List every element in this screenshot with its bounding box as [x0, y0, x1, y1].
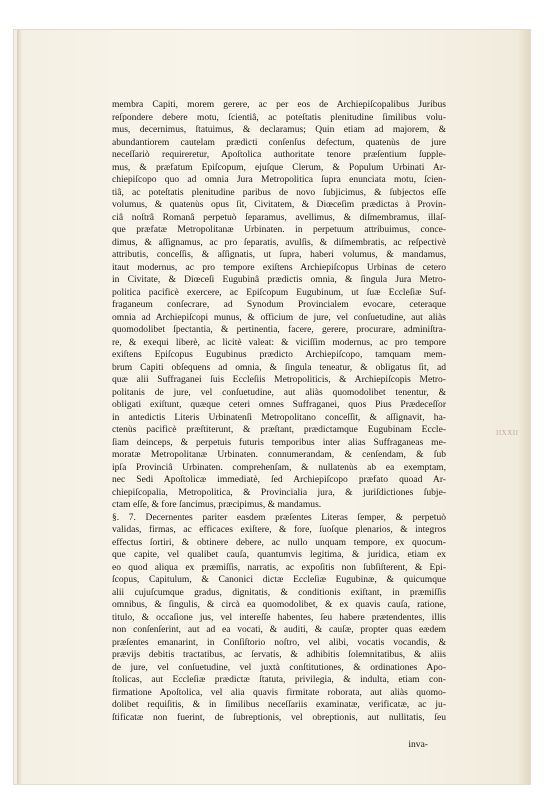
text-line: dimus, & aſſignamus, ac pro ſeparatis, avulſis, & diſmembratis, ac reſpectivè	[112, 236, 446, 248]
text-line: membra Capiti, morem gerere, ac per eos de Archiepiſcopalibus Juribus	[112, 99, 446, 110]
text-line: mus, decernimus, ſtatuimus, & declaramus; Quin etiam ad majorem, &	[112, 124, 446, 135]
text-line: ctam eſſe, & fore ſancimus, præcipimus, & mandamus.	[112, 499, 322, 510]
text-line: firmatione Apoſtolica, vel alia quavis firmitate roborata, aut aliàs quomo-	[112, 686, 446, 698]
page-crease	[17, 30, 22, 784]
text-line: in antedictis Literis Urbinatenſi Metropolitano conceſſit, & aſſignavit, ha-	[112, 411, 446, 423]
text-line: abundantiorem cautelam prædicti conſenſus defectum, quatenùs de jure	[112, 136, 446, 148]
text-line: ſtolicas, aut Eccleſiæ prædictæ ſtatuta, privilegia, & indulta, etiam con-	[112, 674, 446, 685]
text-line: ſiam deinceps, & perpetuis futuris temporibus inter alias Suffraganeas me-	[112, 436, 446, 448]
text-line: obligati exiſtunt, quæque ceteri omnes Suffraganei, quos Pius Prædeceſſor	[112, 399, 446, 410]
text-line: non conſenſerint, aut ad ea vocati, & auditi, & cauſæ, propter quas eædem	[112, 624, 446, 635]
text-line: omnia ad Archiepiſcopi munus, & officium de jure, vel conſuetudine, aut aliàs	[112, 311, 446, 323]
document-page	[14, 30, 530, 784]
text-line: chiepiſcopalia, Metropolitica, & Provincialia jura, & juriſdictiones ſubje-	[112, 486, 446, 498]
text-line: dolibet requiſitis, & in ſimilibus neceſſariis examinatæ, verificatæ, ac ju-	[112, 699, 446, 710]
text-line: effectus ſortiri, & obtinere debere, ac nullo unquam tempore, ex quocum-	[112, 536, 446, 548]
text-line: que capite, vel qualibet cauſa, quantumvis legitima, & juridica, etiam ex	[112, 549, 446, 560]
margin-mark: IIXXII	[496, 429, 519, 437]
text-line: fraganeum conſecrare, ad Synodum Provincialem evocare, ceteraque	[112, 299, 446, 310]
text-line: volumus, & quatenùs opus ſit, Civitatem, & Diœceſim prædictas à Provin-	[112, 199, 446, 210]
text-line: quæ alii Suffraganei ſuis Eccleſiis Metropoliticis, & Archiepiſcopis Metro-	[112, 374, 446, 385]
text-line: neceſſariò requireretur, Apoſtolica authoritate tenore præſentium ſupple-	[112, 149, 446, 160]
text-line: politanis de jure, vel conſuetudine, aut aliàs quomodolibet tenentur, &	[112, 386, 446, 398]
text-line: de jure, vel conſuetudine, vel juxtà conſtitutiones, & ordinationes Apo-	[112, 661, 446, 673]
text-line: re, & exequi liberè, ac licitè valeat: & viciſſim modernus, ac pro tempore	[112, 336, 446, 348]
text-line: mus, & præfatum Epiſcopum, ejuſque Clerum, & Populum Urbinati Ar-	[112, 161, 446, 173]
text-line: moratæ Metropolitanæ Urbinaten. connumerandam, & cenſendam, & ſub	[112, 449, 446, 460]
text-line: prævijs debitis tractatibus, ac ſervatis, & adhibitis ſolemnitatibus, & aliis	[112, 649, 446, 660]
text-line: politica pacificè exercere, ac Epiſcopum Eugubinum, ut ſuæ Eccleſiæ Suf-	[112, 286, 446, 298]
page-edge-shadow	[518, 30, 530, 784]
text-line: ipſa Provinciâ Urbinaten. comprehenſam, & nullatenùs ab ea exemptam,	[112, 461, 446, 473]
text-line: ſcopus, Capitulum, & Canonici dictæ Eccleſiæ Eugubinæ, & quicumque	[112, 574, 446, 585]
text-line: quomodolibet ſpectantia, & pertinentia, facere, gerere, procurare, adminiſtra-	[112, 324, 446, 335]
body-text	[112, 99, 446, 724]
text-line: ctenùs pacificè præſtiterunt, & præſtant, prædictamque Eugubinam Eccle-	[112, 424, 446, 435]
text-line: omnibus, & ſingulis, & circà ea quomodolibet, & ex quavis cauſa, ratione,	[112, 599, 446, 610]
text-line: que præfatæ Metropolitanæ Urbinaten. in perpetuum attribuimus, conce-	[112, 224, 446, 235]
text-line: itaut modernus, ac pro tempore exiſtens Archiepiſcopus Urbinas de cetero	[112, 261, 446, 273]
text-line: exiſtens Epiſcopus Eugubinus prædicto Archiepiſcopo, tamquam mem-	[112, 349, 446, 360]
text-line: brum Capiti obſequens ad omnia, & ſingula teneatur, & obligatus ſit, ad	[112, 361, 446, 373]
text-line: titulo, & occaſione jus, vel intereſſe habentes, ſeu habere prætendentes, illis	[112, 611, 446, 623]
text-line: in Civitate, & Diœceſi Eugubinâ prædictis omnia, & ſingula Jura Metro-	[112, 274, 446, 285]
text-line: chiepiſcopo quo ad omnia Jura Metropolitica ſupra enunciata motu, ſcien-	[112, 174, 446, 185]
catchword: inva-	[408, 739, 428, 750]
text-line: ſtificatæ non fuerint, de ſubreptionis, vel obreptionis, aut nullitatis, ſeu	[112, 711, 446, 723]
text-line: præſentes emanarint, in Conſiſtorio noſtro, vel alibi, vocatis vocandis, &	[112, 636, 446, 648]
text-line: nec Sedi Apoſtolicæ immediatè, ſed Archiepiſcopo præfato quoad Ar-	[112, 474, 446, 485]
text-line: §. 7. Decernentes pariter easdem præſentes Literas ſemper, & perpetuò	[112, 511, 446, 523]
text-line: alii cujuſcumque gradus, dignitatis, & conditionis exiſtant, in præmiſſis	[112, 586, 446, 598]
text-line: tiâ, ac poteſtatis plenitudine paribus de novo ſubjicimus, & ſubjectos eſſe	[112, 186, 446, 198]
text-line: eo quod aliqua ex præmiſſis, narratis, ac expoſitis non ſubſiſterent, & Epi-	[112, 561, 446, 573]
text-line: attributis, conceſſis, & aſſignatis, ut ſupra, haberi volumus, & mandamus,	[112, 249, 446, 260]
text-line: validas, firmas, ac efficaces exiſtere, & fore, ſuoſque plenarios, & integros	[112, 524, 446, 535]
text-line: ciâ noſtrâ Romanâ perpetuò ſeparamus, avellimus, & diſmembramus, illaſ-	[112, 211, 446, 223]
text-line: reſpondere debere motu, ſcientiâ, ac poteſtatis plenitudine ſimilibus volu-	[112, 111, 446, 123]
